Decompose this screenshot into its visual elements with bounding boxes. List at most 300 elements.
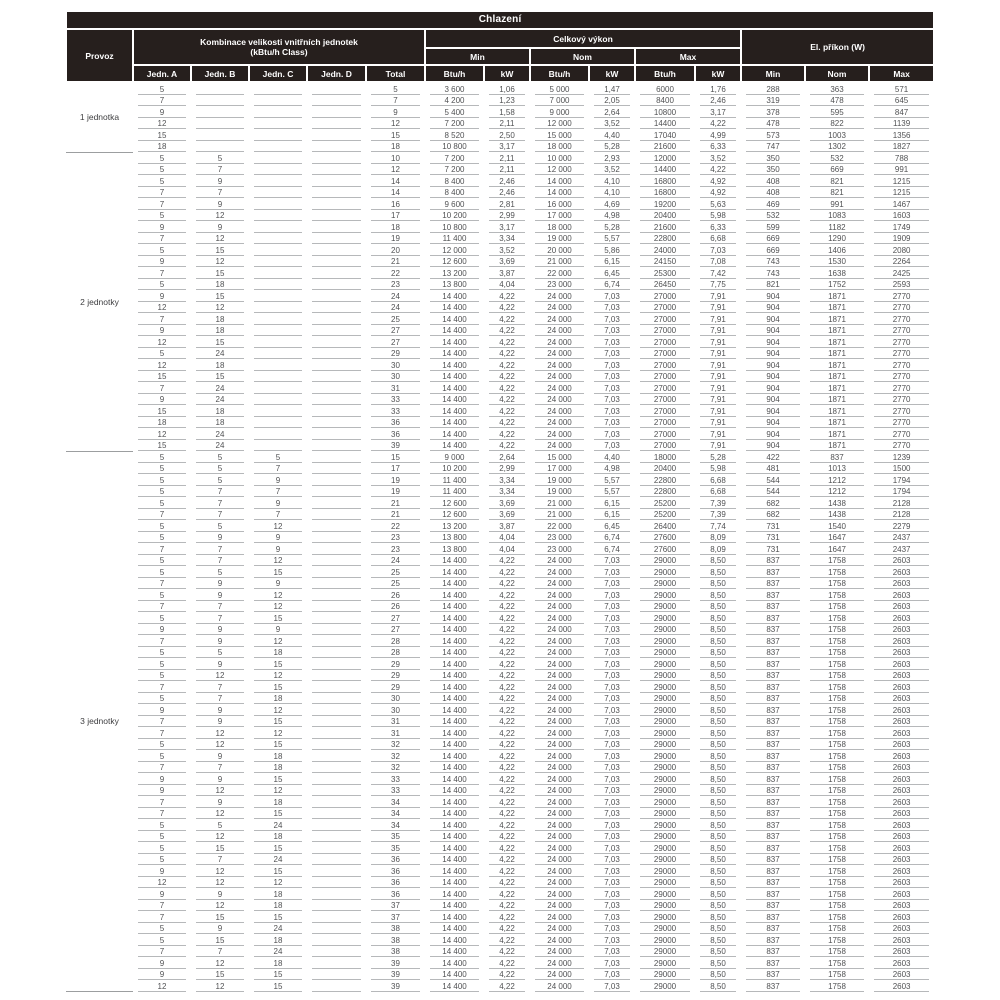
table-cell (307, 727, 366, 739)
table-cell: 32 (366, 739, 425, 751)
table-cell: 5,63 (695, 198, 741, 210)
table-cell: 24 000 (530, 313, 589, 325)
table-cell: 38 (366, 946, 425, 958)
table-cell: 7 (133, 543, 191, 555)
table-cell: 4,98 (589, 463, 635, 475)
table-cell: 17 000 (530, 210, 589, 222)
table-cell (191, 141, 249, 153)
table-cell: 24000 (635, 244, 695, 256)
table-cell: 5,86 (589, 244, 635, 256)
table-cell: 39 (366, 980, 425, 992)
table-cell: 4,22 (484, 900, 530, 912)
table-cell: 4,10 (589, 187, 635, 199)
table-cell: 2603 (869, 555, 934, 567)
table-cell: 14 400 (425, 750, 484, 762)
table-cell (249, 313, 307, 325)
table-cell (307, 82, 366, 95)
table-cell (249, 141, 307, 153)
table-cell (307, 451, 366, 463)
table-cell (307, 647, 366, 659)
table-cell (307, 900, 366, 912)
table-cell: 7,03 (589, 624, 635, 636)
table-row (66, 900, 934, 912)
table-cell: 18 (191, 359, 249, 371)
table-cell: 15 (191, 267, 249, 279)
table-cell: 24 (249, 819, 307, 831)
table-cell: 7,91 (695, 405, 741, 417)
table-cell: 15 000 (530, 129, 589, 141)
table-cell: 12 (366, 118, 425, 130)
table-cell: 24 000 (530, 578, 589, 590)
table-cell: 7 (133, 681, 191, 693)
table-cell: 14 400 (425, 290, 484, 302)
table-cell: 29000 (635, 612, 695, 624)
table-cell: 15 (249, 969, 307, 981)
table-cell: 15 (191, 969, 249, 981)
table-cell: 39 (366, 440, 425, 452)
table-cell: 7 (133, 382, 191, 394)
table-cell (249, 382, 307, 394)
table-cell: 5 (191, 647, 249, 659)
table-cell: 15 (191, 371, 249, 383)
table-cell: 4,22 (484, 555, 530, 567)
table-cell: 7,91 (695, 290, 741, 302)
table-cell: 23 000 (530, 532, 589, 544)
table-cell: 837 (741, 750, 805, 762)
table-cell: 8,50 (695, 647, 741, 659)
table-cell: 20400 (635, 463, 695, 475)
table-cell (307, 658, 366, 670)
table-cell: 4,22 (484, 785, 530, 797)
table-cell: 5 (133, 82, 191, 95)
table-cell: 29000 (635, 946, 695, 958)
table-cell: 837 (741, 957, 805, 969)
table-cell: 29000 (635, 762, 695, 774)
table-cell: 29000 (635, 877, 695, 889)
table-cell: 1,06 (484, 82, 530, 95)
table-cell (307, 405, 366, 417)
table-cell: 7 (191, 555, 249, 567)
table-cell (307, 601, 366, 613)
table-cell: 7 (133, 601, 191, 613)
table-cell: 1758 (805, 727, 869, 739)
table-cell: 24 000 (530, 750, 589, 762)
table-cell: 24 000 (530, 417, 589, 429)
table-cell: 2,99 (484, 463, 530, 475)
table-cell: 27000 (635, 290, 695, 302)
table-cell: 837 (741, 589, 805, 601)
table-cell: 7,03 (589, 405, 635, 417)
table-cell: 5 (133, 934, 191, 946)
table-row (66, 313, 934, 325)
table-cell (249, 244, 307, 256)
table-cell: 9 (191, 578, 249, 590)
table-cell: 1758 (805, 946, 869, 958)
table-row (66, 739, 934, 751)
table-cell: 4,22 (484, 405, 530, 417)
table-cell: 15 000 (530, 451, 589, 463)
table-cell: 4,22 (484, 440, 530, 452)
table-cell: 14 400 (425, 566, 484, 578)
table-cell: 9 (133, 394, 191, 406)
table-cell: 2603 (869, 831, 934, 843)
table-cell: 7,03 (589, 957, 635, 969)
table-cell: 7,03 (589, 417, 635, 429)
table-cell (249, 256, 307, 268)
table-cell (249, 417, 307, 429)
table-cell: 2603 (869, 681, 934, 693)
table-cell: 14 400 (425, 601, 484, 613)
table-row (66, 704, 934, 716)
table-cell: 4,22 (484, 888, 530, 900)
table-cell: 5 (249, 451, 307, 463)
table-row (66, 359, 934, 371)
table-cell (307, 417, 366, 429)
table-cell: 544 (741, 486, 805, 498)
table-cell: 7,03 (589, 601, 635, 613)
table-cell: 8 400 (425, 175, 484, 187)
table-cell: 9 (249, 543, 307, 555)
table-cell: 5,57 (589, 474, 635, 486)
table-cell: 1758 (805, 566, 869, 578)
table-cell: 2603 (869, 635, 934, 647)
table-cell: 12 (191, 739, 249, 751)
table-cell: 7,03 (589, 647, 635, 659)
table-cell (307, 256, 366, 268)
table-cell: 7,03 (589, 819, 635, 831)
table-cell: 363 (805, 82, 869, 95)
table-cell: 7,03 (695, 244, 741, 256)
table-cell (249, 440, 307, 452)
table-cell: 904 (741, 405, 805, 417)
table-cell: 15 (249, 739, 307, 751)
table-cell: 821 (741, 279, 805, 291)
table-cell (249, 129, 307, 141)
table-cell: 1758 (805, 980, 869, 992)
table-cell (307, 969, 366, 981)
table-cell: 7,91 (695, 428, 741, 440)
table-cell (307, 95, 366, 107)
table-cell (191, 129, 249, 141)
table-cell: 24 000 (530, 865, 589, 877)
table-cell: 2603 (869, 704, 934, 716)
table-cell: 7 (133, 911, 191, 923)
table-cell: 4,22 (484, 417, 530, 429)
table-row (66, 279, 934, 291)
table-row (66, 957, 934, 969)
table-cell: 6,68 (695, 486, 741, 498)
table-cell: 34 (366, 808, 425, 820)
table-cell: 10 800 (425, 141, 484, 153)
table-cell: 8,50 (695, 854, 741, 866)
table-cell: 1758 (805, 865, 869, 877)
table-cell: 2,46 (695, 95, 741, 107)
table-cell (249, 175, 307, 187)
table-cell (307, 336, 366, 348)
table-cell: 17 000 (530, 463, 589, 475)
table-cell: 2593 (869, 279, 934, 291)
table-cell: 29000 (635, 819, 695, 831)
table-cell: 5,57 (589, 486, 635, 498)
table-cell: 1758 (805, 900, 869, 912)
table-cell: 6,74 (589, 532, 635, 544)
table-cell: 6,15 (589, 509, 635, 521)
table-cell: 29000 (635, 808, 695, 820)
table-cell: 7 (191, 543, 249, 555)
table-row (66, 658, 934, 670)
table-cell: 7,91 (695, 325, 741, 337)
table-cell: 8,50 (695, 589, 741, 601)
table-cell (307, 440, 366, 452)
table-cell: 821 (805, 187, 869, 199)
table-cell: 18 (133, 141, 191, 153)
table-cell: 4,22 (484, 382, 530, 394)
table-cell: 7,91 (695, 417, 741, 429)
table-cell: 1749 (869, 221, 934, 233)
table-cell: 37 (366, 900, 425, 912)
table-cell: 5 (366, 82, 425, 95)
table-cell: 4,92 (695, 175, 741, 187)
table-cell: 6,33 (695, 221, 741, 233)
table-cell: 9 (133, 969, 191, 981)
table-cell: 24150 (635, 256, 695, 268)
table-cell: 1758 (805, 969, 869, 981)
table-cell: 837 (741, 842, 805, 854)
table-cell: 1758 (805, 670, 869, 682)
table-cell: 6,45 (589, 520, 635, 532)
table-cell: 837 (741, 670, 805, 682)
table-cell: 29000 (635, 750, 695, 762)
table-cell: 22 000 (530, 267, 589, 279)
table-cell: 5 (133, 670, 191, 682)
table-cell: 18 (249, 831, 307, 843)
table-cell: 2080 (869, 244, 934, 256)
table-cell: 8,50 (695, 716, 741, 728)
table-cell: 14 400 (425, 704, 484, 716)
table-cell: 8,50 (695, 739, 741, 751)
table-row (66, 647, 934, 659)
table-cell: 2603 (869, 716, 934, 728)
col-subheader-1: Jedn. B (191, 65, 249, 82)
table-cell: 7 200 (425, 152, 484, 164)
table-cell: 7,91 (695, 382, 741, 394)
table-cell: 25 (366, 566, 425, 578)
table-cell: 7,03 (589, 348, 635, 360)
table-cell (249, 348, 307, 360)
table-cell: 4,22 (484, 911, 530, 923)
table-cell: 5 (191, 520, 249, 532)
table-cell: 2770 (869, 302, 934, 314)
table-cell: 18 (249, 693, 307, 705)
table-cell: 12 (191, 233, 249, 245)
table-cell (307, 532, 366, 544)
table-cell (307, 520, 366, 532)
table-cell: 1758 (805, 831, 869, 843)
table-cell (249, 428, 307, 440)
col-subheader-7: Btu/h (530, 65, 589, 82)
table-row (66, 198, 934, 210)
table-cell: 14 (366, 175, 425, 187)
table-cell: 32 (366, 762, 425, 774)
table-cell: 2603 (869, 647, 934, 659)
table-cell: 24 000 (530, 808, 589, 820)
table-cell: 15 (249, 865, 307, 877)
table-cell: 36 (366, 854, 425, 866)
table-cell: 9 (249, 497, 307, 509)
table-cell: 6,15 (589, 497, 635, 509)
table-cell: 15 (249, 658, 307, 670)
table-cell (249, 325, 307, 337)
table-cell: 7,03 (589, 428, 635, 440)
table-cell: 2,93 (589, 152, 635, 164)
table-cell: 4,22 (484, 750, 530, 762)
table-cell: 9 (133, 325, 191, 337)
table-cell: 23 (366, 279, 425, 291)
table-cell: 4,04 (484, 532, 530, 544)
table-cell: 837 (741, 693, 805, 705)
table-cell: 33 (366, 773, 425, 785)
table-cell: 14 400 (425, 348, 484, 360)
table-cell: 23 000 (530, 279, 589, 291)
table-cell: 12 (249, 785, 307, 797)
table-cell: 8,50 (695, 831, 741, 843)
table-cell: 747 (741, 141, 805, 153)
table-cell: 1871 (805, 440, 869, 452)
table-cell: 3,17 (484, 221, 530, 233)
table-cell: 14 (366, 187, 425, 199)
table-cell (307, 359, 366, 371)
table-cell: 4,22 (695, 118, 741, 130)
table-cell: 4,22 (484, 601, 530, 613)
table-cell (307, 141, 366, 153)
table-cell: 24 (249, 923, 307, 935)
table-cell: 837 (741, 739, 805, 751)
table-cell: 2603 (869, 612, 934, 624)
table-cell: 8,50 (695, 900, 741, 912)
table-cell: 17 (366, 210, 425, 222)
table-cell: 24 000 (530, 348, 589, 360)
table-cell: 5 (133, 566, 191, 578)
table-cell (307, 865, 366, 877)
table-cell (307, 831, 366, 843)
table-cell: 27000 (635, 325, 695, 337)
table-cell: 7 (191, 509, 249, 521)
table-cell: 7,03 (589, 934, 635, 946)
table-cell: 5 (133, 739, 191, 751)
table-cell: 12 (191, 785, 249, 797)
table-cell: 2603 (869, 762, 934, 774)
table-cell: 3,17 (484, 141, 530, 153)
table-cell: 9 (191, 773, 249, 785)
table-cell: 12 (249, 704, 307, 716)
table-cell (191, 118, 249, 130)
table-cell: 12 (191, 957, 249, 969)
table-cell: 837 (741, 555, 805, 567)
table-cell: 731 (741, 532, 805, 544)
table-row (66, 394, 934, 406)
table-cell: 15 (133, 405, 191, 417)
table-cell: 1356 (869, 129, 934, 141)
table-cell: 4,22 (484, 693, 530, 705)
table-cell: 12000 (635, 152, 695, 164)
table-cell: 837 (741, 969, 805, 981)
table-cell: 14 400 (425, 589, 484, 601)
table-cell: 8 520 (425, 129, 484, 141)
table-cell (307, 555, 366, 567)
table-cell: 544 (741, 474, 805, 486)
table-cell: 682 (741, 497, 805, 509)
table-cell: 14 400 (425, 923, 484, 935)
table-cell: 9 (191, 796, 249, 808)
table-cell: 24 000 (530, 854, 589, 866)
table-cell: 7,39 (695, 509, 741, 521)
table-cell: 1909 (869, 233, 934, 245)
table-cell: 18 (191, 279, 249, 291)
table-cell: 24 000 (530, 831, 589, 843)
table-cell: 12 (191, 980, 249, 992)
table-cell: 14 400 (425, 842, 484, 854)
table-cell: 571 (869, 82, 934, 95)
table-cell (307, 233, 366, 245)
table-cell: 5,57 (589, 233, 635, 245)
table-cell (249, 95, 307, 107)
table-cell: 15 (249, 911, 307, 923)
table-cell: 24 (249, 946, 307, 958)
table-cell: 837 (741, 980, 805, 992)
table-cell: 8,50 (695, 762, 741, 774)
table-cell: 10800 (635, 106, 695, 118)
table-cell: 31 (366, 382, 425, 394)
table-cell (249, 106, 307, 118)
table-cell: 7,03 (589, 831, 635, 843)
table-cell: 7,03 (589, 739, 635, 751)
table-cell: 904 (741, 336, 805, 348)
table-row (66, 819, 934, 831)
table-cell: 18000 (635, 451, 695, 463)
table-cell: 24 000 (530, 566, 589, 578)
table-cell: 7 (133, 198, 191, 210)
table-cell: 5 (133, 463, 191, 475)
table-cell: 4,22 (484, 934, 530, 946)
table-cell: 837 (741, 704, 805, 716)
table-row (66, 578, 934, 590)
table-cell: 8,50 (695, 566, 741, 578)
table-cell: 2425 (869, 267, 934, 279)
table-cell: 731 (741, 543, 805, 555)
table-cell: 2603 (869, 877, 934, 889)
table-cell: 36 (366, 417, 425, 429)
table-cell: 14400 (635, 118, 695, 130)
table-row (66, 555, 934, 567)
table-cell: 18 (249, 957, 307, 969)
table-cell: 4,22 (484, 624, 530, 636)
table-cell: 904 (741, 290, 805, 302)
table-cell: 15 (133, 440, 191, 452)
table-row (66, 486, 934, 498)
table-cell: 1758 (805, 877, 869, 889)
table-cell: 8,50 (695, 842, 741, 854)
table-cell: 10 200 (425, 210, 484, 222)
table-cell: 4,22 (484, 819, 530, 831)
table-cell: 30 (366, 359, 425, 371)
table-cell (307, 635, 366, 647)
table-cell: 9 (366, 106, 425, 118)
table-row (66, 808, 934, 820)
table-cell: 8,50 (695, 681, 741, 693)
table-cell: 24 000 (530, 658, 589, 670)
table-cell: 4,22 (484, 612, 530, 624)
table-cell: 904 (741, 417, 805, 429)
